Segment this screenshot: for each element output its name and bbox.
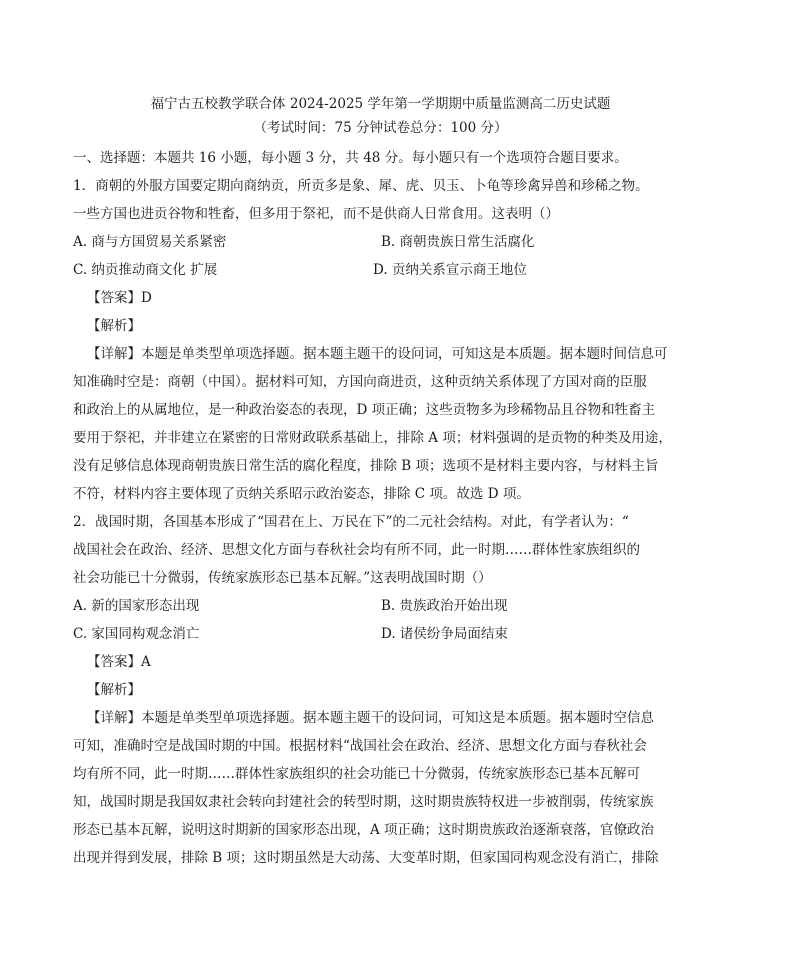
document-content [73,92,688,872]
question-2-option-c: C. 家国同构观念消亡 [73,626,200,642]
question-1-answer: 【答案】D [87,290,152,306]
question-1-option-c: C. 纳贡推动商文化 扩展 [73,262,218,278]
question-2-detail-line-6: 出现并得到发展，排除 B 项；这时期虽然是大动荡、大变革时期，但家国同构观念没有消亡，排除 [73,850,659,866]
question-2-detail-line-2: 可知，准确时空是战国时期的中国。根据材料“战国社会在政治、经济、思想文化方面与春秋社会 [73,738,647,754]
exam-title: 福宁古五校教学联合体 2024-2025 学年第一学期期中质量监测高二历史试题 [150,96,611,112]
question-1-detail-line-6: 不符，材料内容主要体现了贡纳关系昭示政治姿态，排除 C 项。故选 D 项。 [73,486,530,502]
question-2-detail-line-3: 均有所不同，此一时期……群体性家族组织的社会功能已十分微弱，传统家族形态已基本瓦解可 [73,766,640,782]
question-1-stem-line-1: 1．商朝的外服方国要定期向商纳贡，所贡多是象、犀、虎、贝玉、卜龟等珍禽异兽和珍稀之物。 [73,178,649,194]
question-2-options-row-1 [73,592,688,620]
question-2-option-d: D. 诸侯纷争局面结束 [381,626,508,642]
question-2-option-b: B. 贵族政治开始出现 [381,598,508,614]
question-1-detail-line-3: 和政治上的从属地位，是一种政治姿态的表现，D 项正确；这些贡物多为珍稀物品且谷物和牲畜主 [73,402,656,418]
question-1-detail-line-1: 【详解】本题是单类型单项选择题。据本题主题干的设问词，可知这是本质题。据本题时间信息可 [87,346,668,362]
question-2-detail-line-1: 【详解】本题是单类型单项选择题。据本题主题干的设问词，可知这是本质题。据本题时空信息 [87,710,654,726]
question-1-options-row-1 [73,228,688,256]
question-1-analysis-label: 【解析】 [87,318,141,334]
question-2-analysis-label: 【解析】 [87,682,141,698]
question-2-stem-line-1: 2．战国时期，各国基本形成了“国君在上、万民在下”的二元社会结构。对此，有学者认为：“ [73,514,629,530]
question-2-options-row-2 [73,620,688,648]
question-1-options-row-2 [73,256,688,284]
question-2-option-a: A. 新的国家形态出现 [73,598,200,614]
question-1-option-b: B. 商朝贵族日常生活腐化 [381,234,535,250]
question-2-detail-line-4: 知，战国时期是我国奴隶社会转向封建社会的转型时期，这时期贵族特权进一步被削弱，传统家族 [73,794,654,810]
question-2-stem-line-2: 战国社会在政治、经济、思想文化方面与春秋社会均有所不同，此一时期……群体性家族组织的 [73,542,640,558]
question-1-option-d: D. 贡纳关系宣示商王地位 [373,262,527,278]
question-1 [73,172,688,508]
question-2-stem-line-3: 社会功能已十分微弱，传统家族形态已基本瓦解。”这表明战国时期（） [73,570,492,586]
question-2 [73,508,688,872]
section-heading: 一、选择题：本题共 16 小题，每小题 3 分，共 48 分。每小题只有一个选项符合题目要求。 [73,150,628,166]
question-2-answer: 【答案】A [87,654,151,670]
question-2-detail-line-5: 形态已基本瓦解，说明这时期新的国家形态出现，A 项正确；这时期贵族政治逐渐衰落，官僚政治 [73,822,655,838]
question-1-detail-line-2: 知准确时空是：商朝（中国）。据材料可知，方国向商进贡，这种贡纳关系体现了方国对商的臣服 [73,374,647,390]
question-1-option-a: A. 商与方国贸易关系紧密 [73,234,227,250]
question-1-stem-line-2: 一些方国也进贡谷物和牲畜，但多用于祭祀，而不是供商人日常食用。这表明（） [73,206,559,222]
question-1-detail-line-5: 没有足够信息体现商朝贵族日常生活的腐化程度，排除 B 项；选项不是材料主要内容，与材料主旨 [73,458,659,474]
exam-subtitle: （考试时间：75 分钟试卷总分：100 分） [253,120,508,136]
question-1-detail-line-4: 要用于祭祀，并非建立在紧密的日常财政联系基础上，排除 A 项；材料强调的是贡物的种类及用途， [73,430,672,446]
